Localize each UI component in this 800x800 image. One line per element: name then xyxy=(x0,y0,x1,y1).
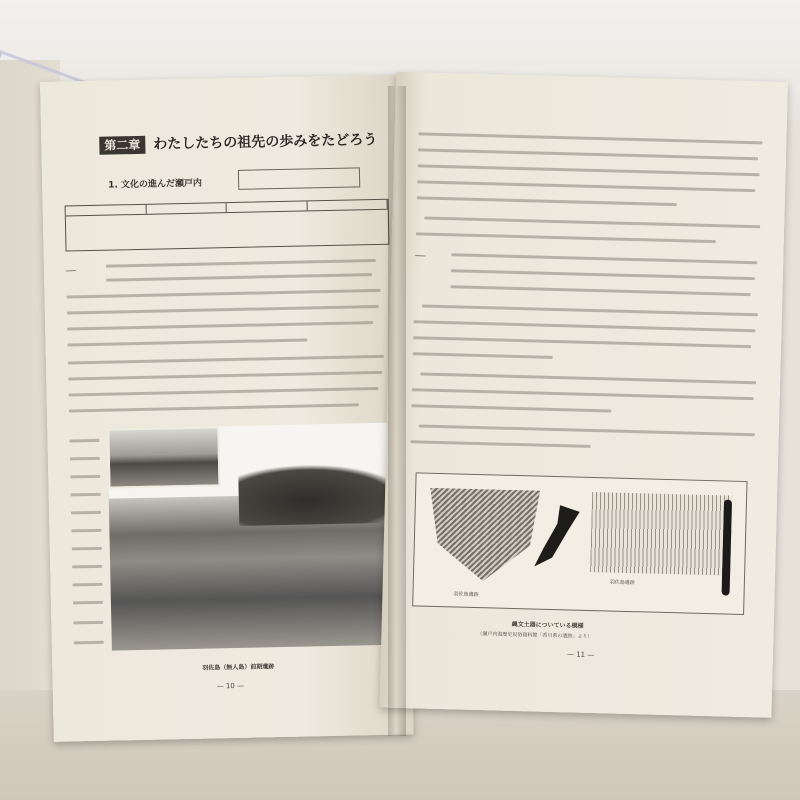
right-book-page xyxy=(379,72,788,718)
pottery-sherd-striped xyxy=(428,488,540,583)
text-line xyxy=(414,320,756,332)
text-line xyxy=(412,388,754,400)
text-line xyxy=(106,273,372,282)
text-line xyxy=(70,457,100,461)
chapter-title: わたしたちの祖先の歩みをたどろう xyxy=(153,131,378,153)
book-gutter xyxy=(388,86,406,736)
text-line xyxy=(411,404,611,412)
chapter-heading xyxy=(99,129,377,155)
margin-heading: ＿＿ xyxy=(415,251,426,258)
left-page-number: — 10 — xyxy=(216,681,245,691)
section-title: 1. 文化の進んだ瀬戸内 xyxy=(108,178,203,191)
text-line xyxy=(69,439,99,443)
left-book-page xyxy=(40,74,414,741)
era-table xyxy=(65,199,390,252)
chapter-number: 第二章 xyxy=(99,136,145,155)
pottery-figure xyxy=(412,472,747,615)
text-line xyxy=(72,565,102,569)
text-line xyxy=(413,336,751,348)
text-line xyxy=(68,371,382,381)
text-line xyxy=(73,601,103,605)
figure-label-left: 羽佐島遺跡 xyxy=(453,591,479,599)
text-line xyxy=(424,217,760,229)
text-line xyxy=(68,355,384,365)
text-line xyxy=(70,475,100,479)
photo-trees xyxy=(238,462,406,526)
text-line xyxy=(451,269,755,280)
text-line xyxy=(417,196,677,206)
pottery-sherd-lined xyxy=(590,492,732,576)
pottery-handle xyxy=(534,505,580,568)
text-line xyxy=(416,232,716,243)
text-line xyxy=(422,304,758,316)
figure-title: 縄文土器についている模様 xyxy=(511,620,584,630)
section-note-box xyxy=(238,167,360,190)
era-table-header xyxy=(66,200,388,217)
text-line xyxy=(419,424,755,436)
text-line xyxy=(72,547,102,551)
text-line xyxy=(67,338,307,346)
margin-heading: ＿＿ xyxy=(65,266,77,273)
text-line xyxy=(417,180,755,192)
text-line xyxy=(71,529,101,533)
text-line xyxy=(106,259,376,268)
text-line xyxy=(418,164,760,176)
text-line xyxy=(420,372,756,384)
figure-source: （瀬戸内海歴史民俗資料館「香川県の遺跡」より） xyxy=(477,631,593,641)
text-line xyxy=(71,511,101,515)
text-line xyxy=(67,305,379,315)
text-line xyxy=(66,289,380,299)
text-line xyxy=(418,132,762,144)
text-line xyxy=(71,493,101,497)
photo-caption: 羽佐島（無人島）前期遺跡 xyxy=(202,663,275,672)
text-line xyxy=(413,352,553,359)
pottery-rim-profile xyxy=(722,499,733,595)
text-line xyxy=(450,285,750,296)
text-line xyxy=(67,321,373,330)
text-line xyxy=(69,403,359,412)
text-line xyxy=(74,641,104,645)
text-line xyxy=(418,148,758,160)
text-line xyxy=(73,621,103,625)
island-inset-photo xyxy=(107,426,220,488)
text-line xyxy=(451,253,757,264)
text-line xyxy=(73,583,103,587)
right-page-number: — 11 — xyxy=(566,650,595,660)
text-line xyxy=(69,387,379,396)
figure-label-right: 羽佐島遺跡 xyxy=(609,579,635,587)
text-line xyxy=(410,440,590,448)
